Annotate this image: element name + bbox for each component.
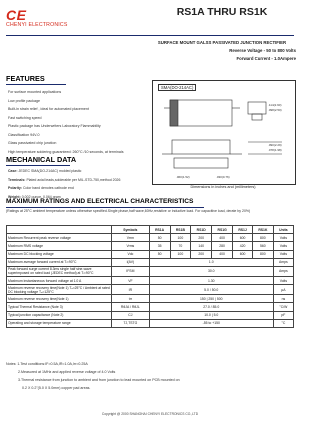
param-cell: Maximum RMS voltage [7, 242, 112, 250]
unit-cell: Volts [273, 250, 293, 258]
ratings-table [6, 225, 294, 328]
column-header: RS1A [149, 226, 170, 234]
table-row [7, 266, 294, 276]
mech-line: Polarity: Color band denotes cathode end [8, 186, 74, 190]
column-header [7, 226, 112, 234]
param-cell: Peak forward surge current 8.3ms single half sine-wave superimposed on rated load (JEDEC method) at Tₗ=90°C [7, 266, 112, 276]
symbol-cell: Vrms [112, 242, 150, 250]
param-cell: Typical Thermal Resistance (Note 3) [7, 303, 112, 311]
table-row [7, 295, 294, 303]
unit-cell: pF [273, 311, 293, 319]
value-cell: 50 [149, 250, 170, 258]
symbol-cell: Vdc [112, 250, 150, 258]
package-outline-drawing [152, 80, 294, 183]
unit-cell: Volts [273, 234, 293, 242]
feature-item: Plastic package has Underwriters Laboratory Flammability [8, 124, 101, 128]
ratings-underline [6, 207, 204, 208]
value-cell: 600 [233, 234, 253, 242]
unit-cell: ns [273, 295, 293, 303]
value-cell: 5.0 / 50.0 [149, 285, 273, 295]
table-row [7, 234, 294, 242]
company-logo: CE [6, 7, 27, 23]
value-cell: 70 [170, 242, 191, 250]
mechanical-list [8, 167, 120, 201]
feature-item: High temperature soldering guaranteed: 260°C /10 seconds, at terminals [8, 149, 124, 154]
value-cell: 400 [212, 234, 233, 242]
value-cell: 30.0 [149, 266, 273, 276]
value-cell: 27.0 / 85.0 [149, 303, 273, 311]
table-row [7, 258, 294, 266]
value-cell: 100 [170, 250, 191, 258]
mech-line: Case: JEDEC SMA(DO-214AC) molded plastic [8, 169, 82, 173]
value-cell: 1.30 [149, 276, 273, 284]
column-header: RS1D [191, 226, 212, 234]
table-row [7, 242, 294, 250]
note-line: 3.Thermal resistance from junction to ambient and from junction to lead mounted on PCB mounted on [18, 378, 180, 382]
company-name: CHENYI ELECTRONICS [6, 22, 68, 28]
param-cell: Maximum reverse recovery time(Note 1) [7, 295, 112, 303]
param-cell: Maximum Recurrent peak reverse voltage [7, 234, 112, 242]
value-cell: 200 [191, 250, 212, 258]
symbol-cell: VF [112, 276, 150, 284]
value-cell: 150 | 250 | 500 [149, 295, 273, 303]
column-header: Units [273, 226, 293, 234]
note-line: Notes: 1.Test conditions:IF=0.5A,IR=1.0A,Irr=0.25A [6, 362, 88, 366]
mech-line: Terminals: Plated axial leads,solderable per MIL-STD-750,method 2026 [8, 177, 121, 182]
package-label: SMA(DO-214AC) [158, 84, 196, 91]
symbol-cell: IFSM [112, 266, 150, 276]
value-cell: 800 [252, 250, 273, 258]
table-row [7, 319, 294, 327]
value-cell: 140 [191, 242, 212, 250]
dim-label: .060(1.52) [176, 175, 190, 179]
features-list [8, 88, 124, 156]
param-cell: Maximum average forward current at Tₗ=90°C [7, 258, 112, 266]
param-cell: Maximum DC blocking voltage [7, 250, 112, 258]
symbol-cell: TJ,TSTG [112, 319, 150, 327]
symbol-cell: I(AV) [112, 258, 150, 266]
value-cell: 1.0 [149, 258, 273, 266]
note-line: 0.2 X 0.2"(5.0 X 5.0mm) copper pad areas. [22, 386, 91, 390]
reverse-voltage: Reverse Voltage - 50 to 800 Volts [229, 48, 296, 53]
column-header: RS1B [170, 226, 191, 234]
document-subtitle: SURFACE MOUNT GALSS PASSIVATED JUNCTION RECTIFIER [157, 40, 287, 45]
features-heading: FEATURES [6, 74, 45, 83]
value-cell: 280 [212, 242, 233, 250]
features-underline [6, 84, 66, 85]
value-cell: 10.0 | 5.0 [149, 311, 273, 319]
value-cell: -55 to +150 [149, 319, 273, 327]
feature-item: For surface mounted applications [8, 90, 62, 94]
document-title: RS1A THRU RS1K [176, 6, 268, 18]
unit-cell: Volts [273, 242, 293, 250]
value-cell: 600 [233, 250, 253, 258]
feature-item: Fast switching speed [8, 115, 42, 120]
table-row [7, 311, 294, 319]
table-row [7, 250, 294, 258]
symbol-cell: Vrrm [112, 234, 150, 242]
param-cell: Operating and storage temperature range [7, 319, 112, 327]
dim-label: .114(2.90) [268, 103, 282, 107]
feature-item: Built-in strain relief , ideal for automated placement [8, 107, 89, 111]
table-row [7, 285, 294, 295]
value-cell: 100 [170, 234, 191, 242]
feature-item: Classification 94V-0 [8, 132, 40, 137]
mechanical-underline [6, 165, 70, 166]
column-header: RS1K [252, 226, 273, 234]
dim-label: .090(2.29) [268, 143, 282, 147]
unit-cell: °C/W [273, 303, 293, 311]
header-divider [6, 35, 294, 36]
param-cell: Typical junction capacitance (Note 2) [7, 311, 112, 319]
symbol-cell: trr [112, 295, 150, 303]
ratings-note: (Ratings at 25°C ambient temperature unless otherwise specified.Single phase,half wave,60Hz,resistive or inductive load. For capacitive load, derate by 20%) [6, 209, 251, 213]
dim-label: .078(1.98) [268, 148, 282, 152]
mech-line: Weight: 0.002 ounce, 0.064 gram [8, 194, 61, 199]
column-header: RS1J [233, 226, 253, 234]
dim-label: .098(2.50) [268, 108, 282, 112]
unit-cell: Volts [273, 276, 293, 284]
column-header: Symbols [112, 226, 150, 234]
ratings-heading: MAXIMUM RATINGS AND ELECTRICAL CHARACTERISTICS [6, 198, 194, 205]
symbol-cell: CJ [112, 311, 150, 319]
value-cell: 35 [149, 242, 170, 250]
table-row [7, 276, 294, 284]
notes-section [6, 360, 294, 392]
mechanical-heading: MECHANICAL DATA [6, 155, 77, 164]
symbol-cell: RθJA / RθJL [112, 303, 150, 311]
unit-cell: Amps [273, 266, 293, 276]
dim-label: .030(0.76) [216, 175, 230, 179]
value-cell: 400 [212, 250, 233, 258]
param-cell: Maximum reverse recovery time(Note 1) Tₐ=25°C / Ambient at rated DC blocking voltage Tₐ=125°C [8, 285, 110, 294]
table-row [7, 303, 294, 311]
symbol-cell: IR [112, 285, 150, 295]
unit-cell: °C [273, 319, 293, 327]
dimension-note: Dimensions in inches and (millimeters) [190, 185, 256, 189]
value-cell: 50 [149, 234, 170, 242]
param-cell: Maximum instantaneous forward voltage at 1.0 A [7, 276, 112, 284]
value-cell: 560 [252, 242, 273, 250]
unit-cell: µA [273, 285, 293, 295]
feature-item: Glass passivated chip junction [8, 141, 57, 145]
value-cell: 420 [233, 242, 253, 250]
column-header: RS1G [212, 226, 233, 234]
unit-cell: Amps [273, 258, 293, 266]
note-line: 2.Measured at 1MHz and applied reverse voltage of 4.0 Volts [18, 370, 116, 374]
table-header-row [7, 226, 294, 234]
copyright-footer: Copyright @ 2000 SHANGHAI CHENYI ELECTRONICS CO.,LTD [101, 412, 199, 416]
feature-item: Low profile package [8, 98, 40, 103]
forward-current: Forward Current - 1.0Ampere [236, 56, 296, 61]
value-cell: 800 [252, 234, 273, 242]
value-cell: 200 [191, 234, 212, 242]
